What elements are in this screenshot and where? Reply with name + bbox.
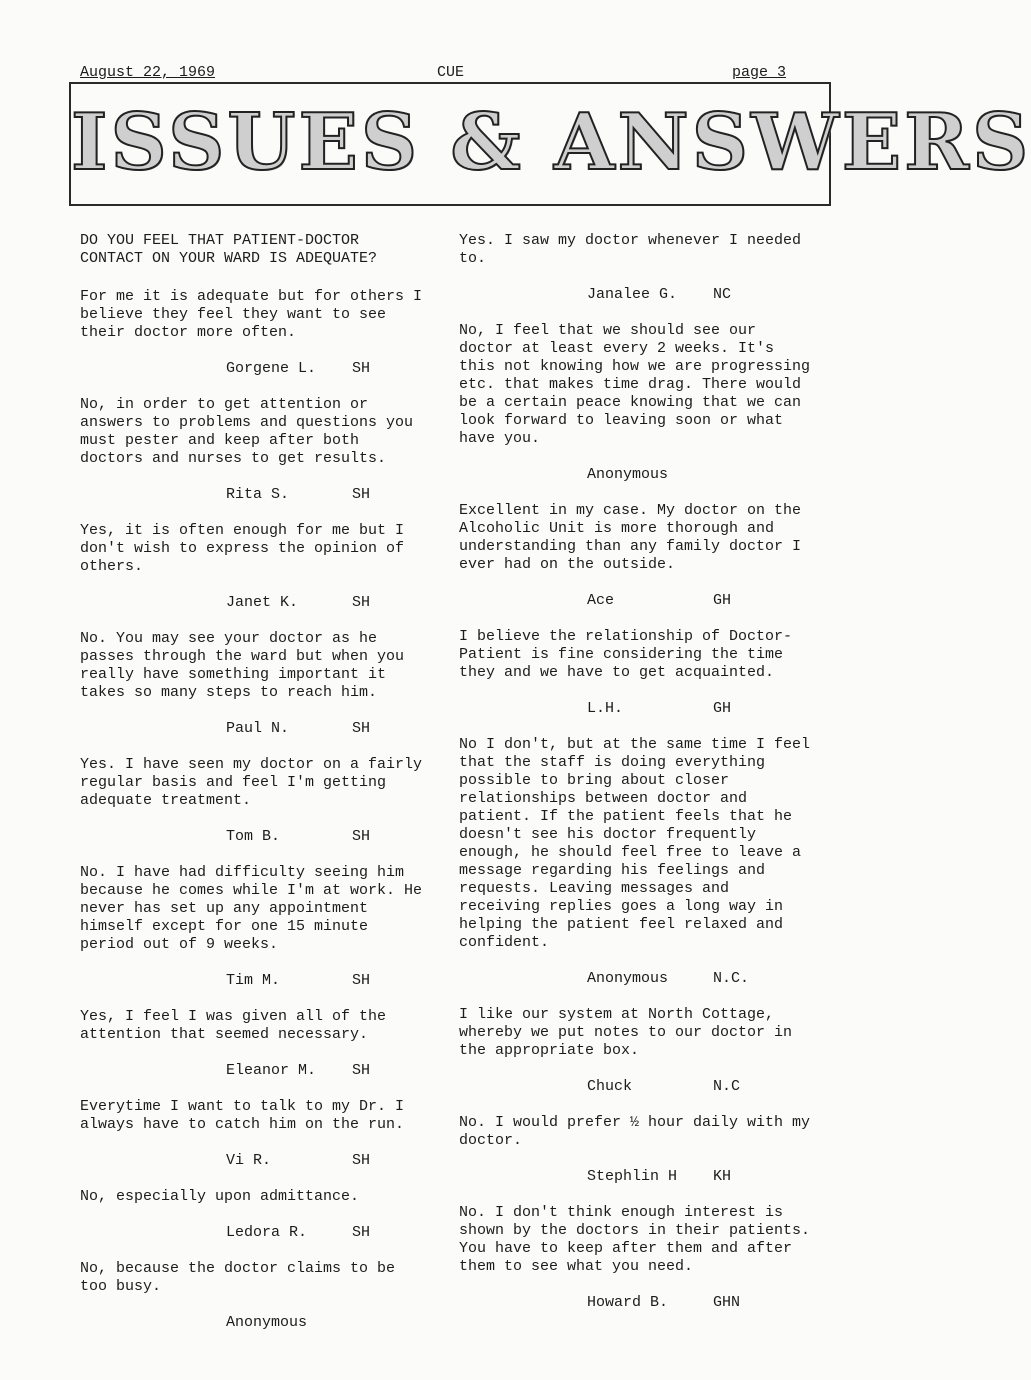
right-column (459, 232, 811, 1330)
author-name: Anonymous (587, 466, 669, 483)
answer-author (459, 1168, 811, 1186)
author-name: Ledora R. (226, 1224, 308, 1241)
answer-text: No. You may see your doctor as he passes through the ward but when you really have something important it takes so many steps to reach him. (80, 630, 405, 701)
author-name: Gorgene L. (226, 360, 317, 377)
answer-text: No I don't, but at the same time I feel that the staff is doing everything possible to bring about closer relationships between doctor and patient. If the patient feels that he doesn't see his doctor frequently enough, he should feel free to leave a message regarding his feelings and requests. Leaving messages and receiving replies goes a long way in helping the patient feel relaxed and confident. (459, 736, 811, 951)
author-name: Stephlin H (587, 1168, 678, 1185)
answer-author (80, 486, 428, 504)
page-header (80, 64, 786, 82)
answer-author (80, 972, 428, 990)
answer-author (459, 286, 811, 304)
answer-text: No, in order to get attention or answers to problems and questions you must pester and keep after both doctors and nurses to get results. (80, 396, 414, 467)
author-name: Tim M. (226, 972, 281, 989)
author-name: Tom B. (226, 828, 281, 845)
answer-text: Everytime I want to talk to my Dr. I always have to catch him on the run. (80, 1098, 405, 1133)
answer-text: Yes, I feel I was given all of the attention that seemed necessary. (80, 1008, 387, 1043)
answer-author (459, 970, 811, 988)
survey-question: DO YOU FEEL THAT PATIENT-DOCTOR CONTACT ON YOUR WARD IS ADEQUATE? (80, 232, 378, 267)
author-ward: SH (352, 1152, 371, 1169)
publication-name: CUE (437, 64, 465, 81)
author-name: Janet K. (226, 594, 299, 611)
left-column (80, 232, 428, 1350)
answer-author (459, 1294, 811, 1312)
author-ward: GH (713, 592, 732, 609)
author-name: Chuck (587, 1078, 633, 1095)
author-ward: N.C. (713, 970, 750, 987)
author-ward: SH (352, 828, 371, 845)
answer-text: No, especially upon admittance. (80, 1188, 360, 1205)
answer-text: I like our system at North Cottage, whereby we put notes to our doctor in the appropriate box. (459, 1006, 793, 1059)
author-name: Rita S. (226, 486, 290, 503)
answer-author (80, 1224, 428, 1242)
author-ward: SH (352, 360, 371, 377)
author-name: Paul N. (226, 720, 290, 737)
answer-text: No, I feel that we should see our doctor at least every 2 weeks. It's this not knowing how we are progressing etc. that makes time drag. There would be a certain peace knowing that we can look forward to leaving soon or what have you. (459, 322, 811, 447)
answer-text: Yes. I saw my doctor whenever I needed to. (459, 232, 802, 267)
answer-text: Yes. I have seen my doctor on a fairly regular basis and feel I'm getting adequate treatment. (80, 756, 423, 809)
answer-text: Excellent in my case. My doctor on the Alcoholic Unit is more thorough and understanding than any family doctor I ever had on the outside. (459, 502, 802, 573)
answer-author (80, 1062, 428, 1080)
author-ward: SH (352, 972, 371, 989)
author-ward: SH (352, 1062, 371, 1079)
answer-text: No. I would prefer ½ hour daily with my doctor. (459, 1114, 811, 1149)
answer-author (459, 592, 811, 610)
author-name: Eleanor M. (226, 1062, 317, 1079)
author-ward: GH (713, 700, 732, 717)
author-ward: SH (352, 594, 371, 611)
author-name: Anonymous (587, 970, 669, 987)
answer-author (459, 1078, 811, 1096)
answer-text: I believe the relationship of Doctor-Patient is fine considering the time they and we have to get acquainted. (459, 628, 793, 681)
title-banner (69, 82, 1031, 206)
author-ward: NC (713, 286, 732, 303)
answer-author (80, 594, 428, 612)
answer-text: No, because the doctor claims to be too busy. (80, 1260, 396, 1295)
author-ward: SH (352, 720, 371, 737)
answer-text: No. I don't think enough interest is shown by the doctors in their patients. You have to keep after them and after them to see what you need. (459, 1204, 811, 1275)
answer-author (80, 360, 428, 378)
author-name: L.H. (587, 700, 624, 717)
answer-author (80, 1314, 428, 1332)
answer-text: No. I have had difficulty seeing him because he comes while I'm at work. He never has set up any appointment himself except for one 15 minute period out of 9 weeks. (80, 864, 423, 953)
answer-author (459, 466, 811, 484)
author-name: Vi R. (226, 1152, 272, 1169)
answer-text: Yes, it is often enough for me but I don't wish to express the opinion of others. (80, 522, 405, 575)
answer-author (80, 720, 428, 738)
author-ward: SH (352, 486, 371, 503)
banner-title: ISSUES & ANSWERS (71, 97, 1031, 188)
author-ward: GHN (713, 1294, 741, 1311)
author-name: Ace (587, 592, 615, 609)
answer-author (80, 828, 428, 846)
author-ward: SH (352, 1224, 371, 1241)
page-number: page 3 (731, 64, 786, 81)
answer-author (80, 1152, 428, 1170)
author-name: Howard B. (587, 1294, 669, 1311)
author-name: Anonymous (226, 1314, 308, 1331)
answer-author (459, 700, 811, 718)
issue-date: August 22, 1969 (80, 64, 216, 81)
answer-text: For me it is adequate but for others I believe they feel they want to see their doctor more often. (80, 288, 423, 341)
author-name: Janalee G. (587, 286, 678, 303)
author-ward: N.C (713, 1078, 741, 1095)
author-ward: KH (713, 1168, 732, 1185)
